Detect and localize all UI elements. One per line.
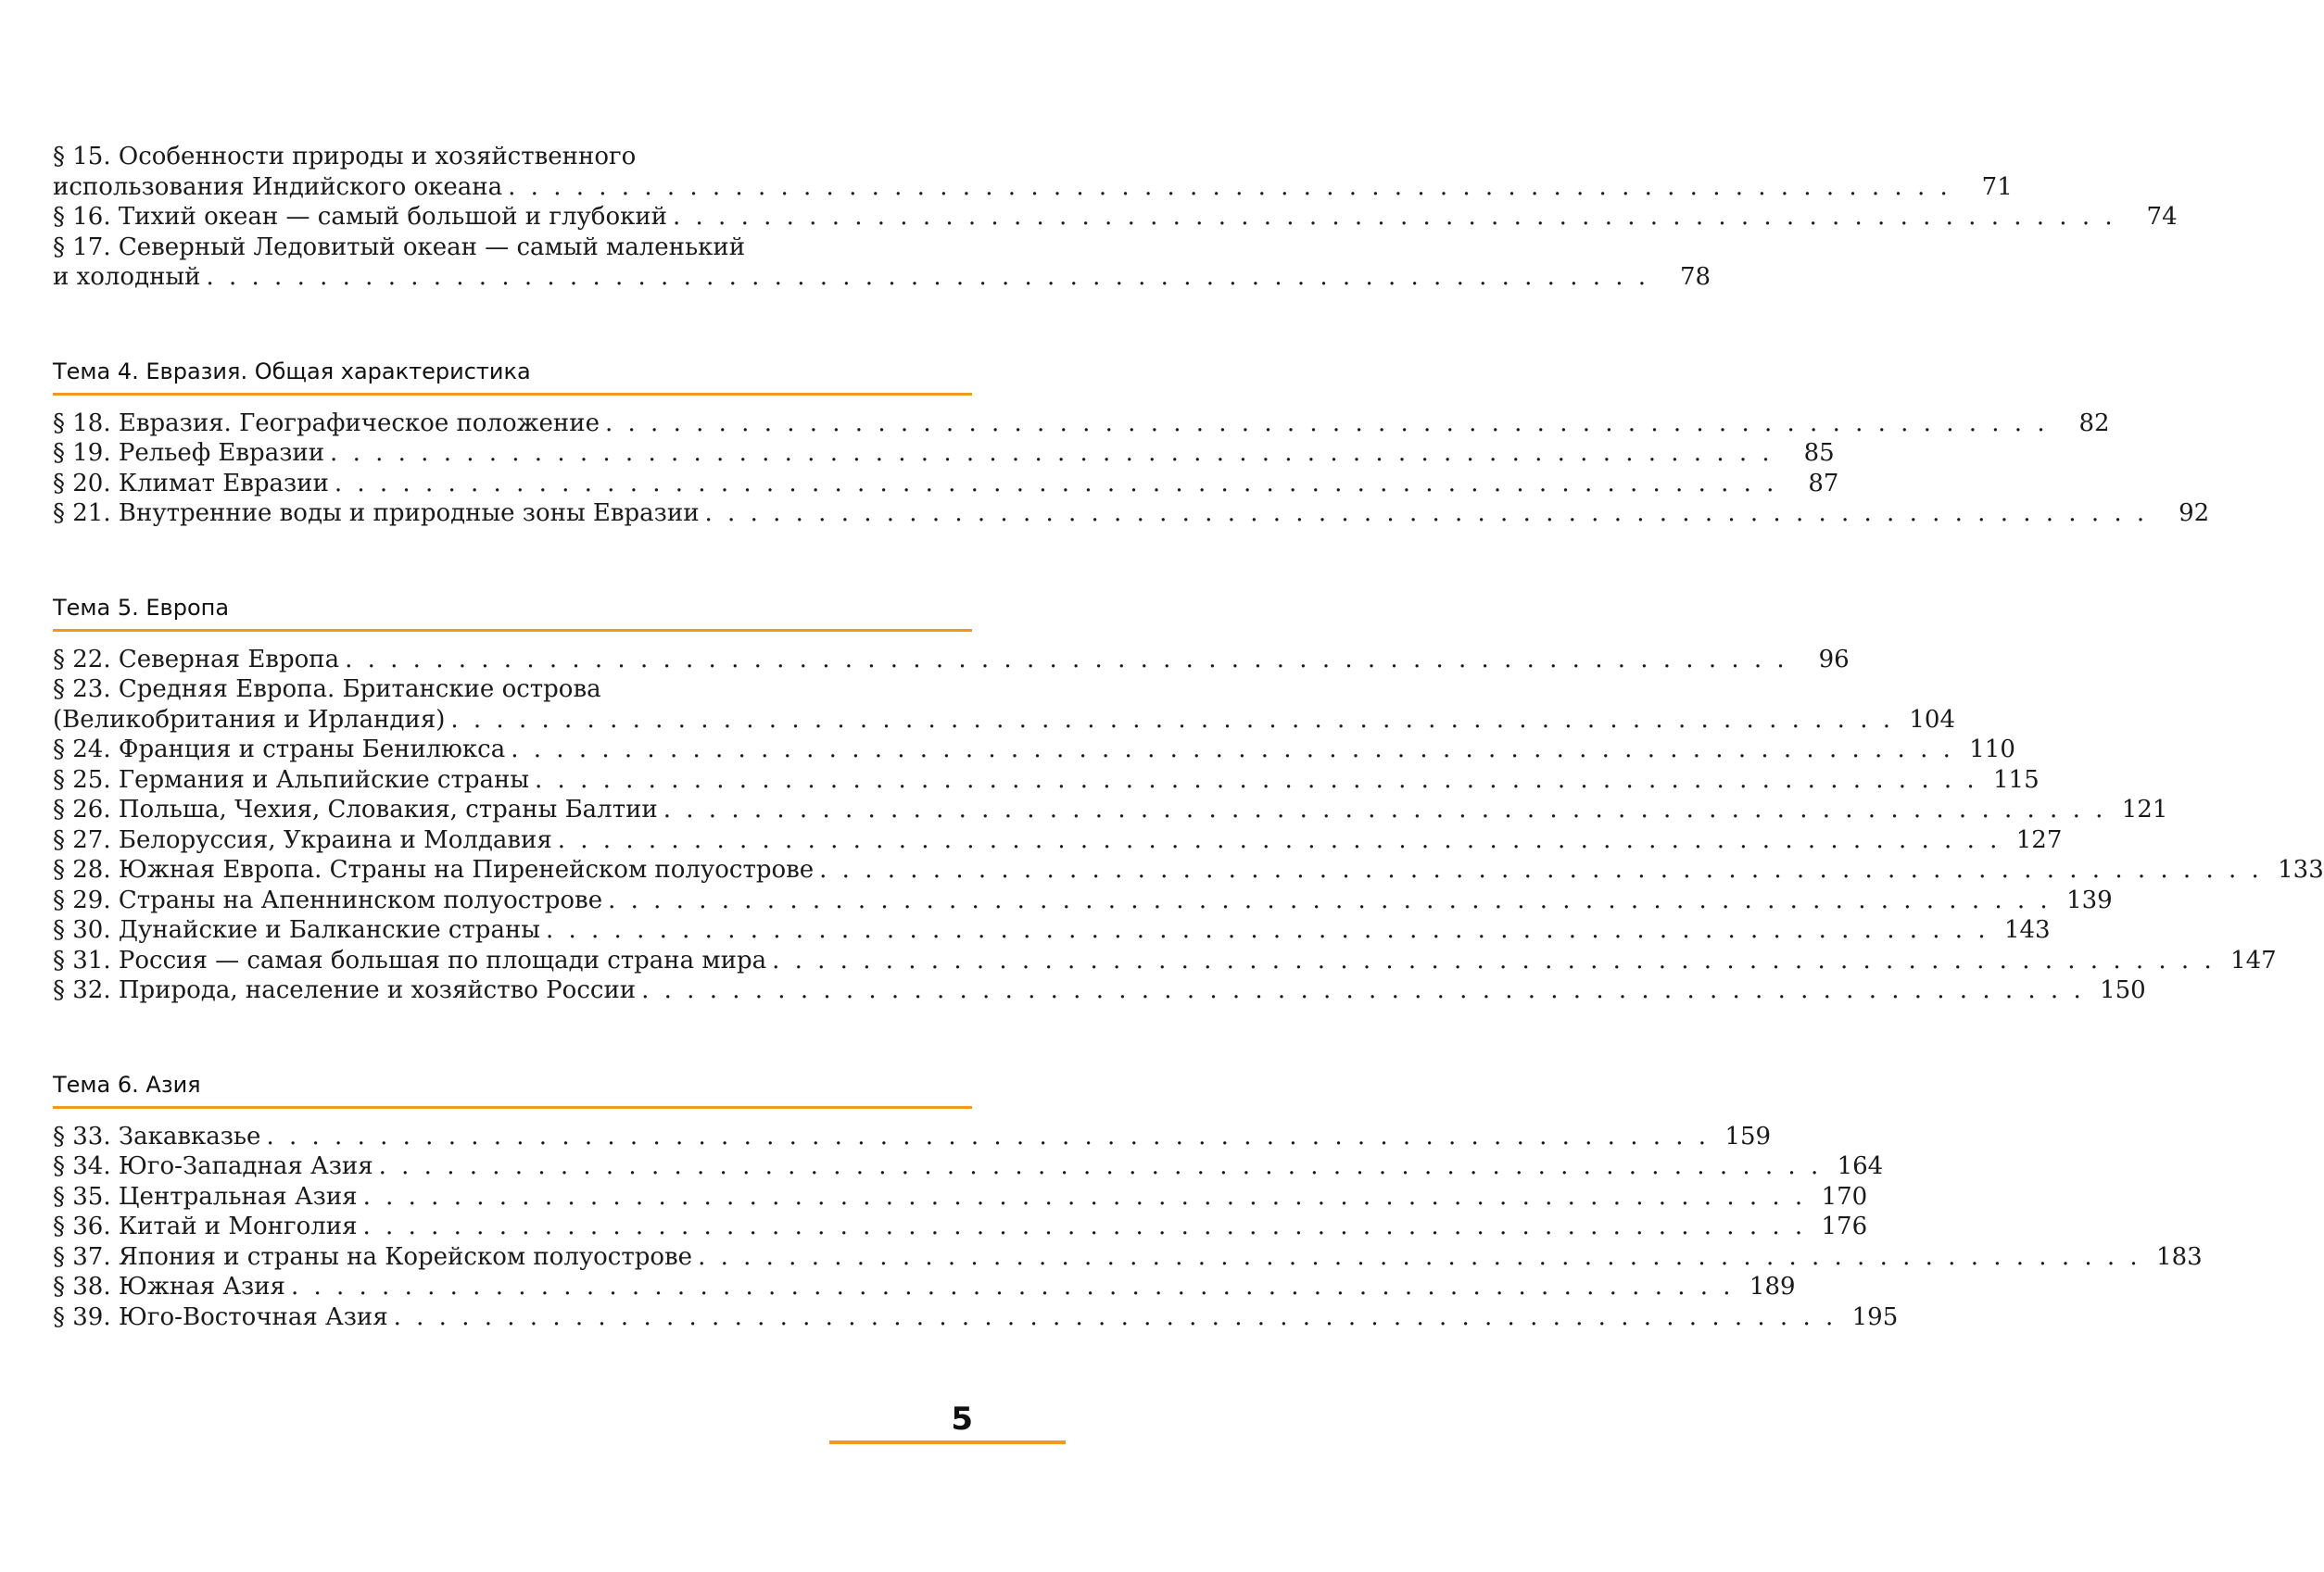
theme-title: Тема 6. Азия: [53, 1071, 201, 1098]
toc-entry-row: [53, 202, 2178, 233]
toc-entry-title: § 28. Южная Европа. Страны на Пиренейском полуострове: [53, 856, 815, 884]
toc-entry: [53, 946, 2277, 976]
dot-leader: . . . . . . . . . . . . . . . . . . . . . . . . . . . . . . . . . . . . . . . . . . . . . . . . . . . . . . . . . . . . . . . .: [330, 439, 1774, 467]
toc-entry-page: 87: [1808, 469, 1839, 497]
toc-entry-title: § 26. Польша, Чехия, Словакия, страны Балтии: [53, 796, 658, 824]
dot-leader: . . . . . . . . . . . . . . . . . . . . . . . . . . . . . . . . . . . . . . . . . . . . . . . . . . . . . . . . . . . . . . . .: [393, 1302, 1838, 1331]
toc-themes: [53, 358, 2324, 1333]
toc-entry: [53, 795, 2168, 825]
toc-entry: [53, 469, 1839, 499]
toc-entry: [53, 886, 2113, 916]
toc-entry-page: 164: [1837, 1152, 1884, 1180]
toc-entry-row: [53, 438, 1835, 469]
dot-leader: . . . . . . . . . . . . . . . . . . . . . . . . . . . . . . . . . . . . . . . . . . . . . . . . . . . . . . . . . . . . . . . .: [557, 825, 2002, 854]
toc-entry-title: § 35. Центральная Азия: [53, 1182, 358, 1211]
toc-entry-title: § 16. Тихий океан — самый большой и глубокий: [53, 203, 667, 231]
dot-leader: . . . . . . . . . . . . . . . . . . . . . . . . . . . . . . . . . . . . . . . . . . . . . . . . . . . . . . . . . . . . . . . .: [450, 705, 1894, 734]
toc-entry-title: § 34. Юго-Западная Азия: [53, 1152, 373, 1180]
toc-entry-title: § 21. Внутренние воды и природные зоны Евразии: [53, 499, 700, 527]
dot-leader: . . . . . . . . . . . . . . . . . . . . . . . . . . . . . . . . . . . . . . . . . . . . . . . . . . . . . . . . . . . . . . . .: [698, 1242, 2141, 1271]
toc-entry-title: § 30. Дунайские и Балканские страны: [53, 916, 540, 944]
dot-leader: . . . . . . . . . . . . . . . . . . . . . . . . . . . . . . . . . . . . . . . . . . . . . . . . . . . . . . . . . . . . . . . .: [535, 765, 1978, 794]
toc-entry: [53, 202, 2178, 233]
toc-entry-title: § 29. Страны на Апеннинском полуострове: [53, 886, 603, 914]
toc-entry-page: 85: [1803, 439, 1835, 467]
toc-entry-row: [53, 1212, 1868, 1242]
toc-entry-title: § 37. Япония и страны на Корейском полуострове: [53, 1242, 693, 1271]
toc-entry-page: 159: [1724, 1122, 1772, 1151]
toc-entry: [53, 975, 2146, 1006]
theme-title: Тема 5. Европа: [53, 594, 230, 621]
toc-entry-row: [53, 1122, 1772, 1152]
toc-entry-row: [53, 705, 1955, 736]
toc-entry-row: [53, 645, 1850, 675]
toc-entry-row: [53, 469, 1839, 499]
toc-entry-row: [53, 855, 2324, 886]
toc-entry-row: [53, 172, 2013, 203]
toc-entry: [53, 1272, 1796, 1302]
toc-entry-row: [53, 262, 1711, 293]
toc-entry-row: [53, 915, 2051, 946]
theme-section: [53, 594, 2324, 1006]
toc-entry-page: 147: [2230, 946, 2277, 975]
toc-entry: [53, 645, 1850, 675]
toc-entry-page: 74: [2146, 203, 2178, 231]
toc-entry-page: 183: [2156, 1242, 2203, 1271]
dot-leader: . . . . . . . . . . . . . . . . . . . . . . . . . . . . . . . . . . . . . . . . . . . . . . . . . . . . . . . . . . . . . . . .: [772, 946, 2216, 975]
toc-entry-row: [53, 765, 2040, 796]
toc-entry-row: [53, 735, 2015, 765]
theme-divider: [53, 393, 972, 396]
toc-entry: [53, 1151, 1884, 1182]
toc-entry-title: § 25. Германия и Альпийские страны: [53, 765, 530, 794]
dot-leader: . . . . . . . . . . . . . . . . . . . . . . . . . . . . . . . . . . . . . . . . . . . . . . . . . . . . . . . . . . . . . . . .: [345, 645, 1788, 673]
toc-entry-row: [53, 975, 2146, 1006]
dot-leader: . . . . . . . . . . . . . . . . . . . . . . . . . . . . . . . . . . . . . . . . . . . . . . . . . . . . . . . . . . . . . . . .: [362, 1213, 1807, 1240]
dot-leader: . . . . . . . . . . . . . . . . . . . . . . . . . . . . . . . . . . . . . . . . . . . . . . . . . . . . . . . . . . . . . . . .: [819, 856, 2263, 884]
toc-entry-title: § 19. Рельеф Евразии: [53, 439, 325, 467]
toc-entry-page: 143: [2003, 916, 2051, 944]
toc-entry-title: § 36. Китай и Монголия: [53, 1213, 358, 1240]
toc-entry-page: 133: [2278, 856, 2324, 884]
toc-entry-title: § 18. Евразия. Географическое положение: [53, 409, 600, 437]
toc-entry-page: 189: [1749, 1273, 1796, 1301]
toc-entry-row: [53, 1272, 1796, 1302]
dot-leader: . . . . . . . . . . . . . . . . . . . . . . . . . . . . . . . . . . . . . . . . . . . . . . . . . . . . . . . . . . . . . . . .: [704, 499, 2149, 527]
toc-entry-page: 71: [1981, 172, 2013, 201]
page-number: 5: [951, 1401, 973, 1438]
theme-divider: [53, 629, 972, 632]
dot-leader: . . . . . . . . . . . . . . . . . . . . . . . . . . . . . . . . . . . . . . . . . . . . . . . . . . . . . . . . . . . . . . . .: [334, 469, 1778, 497]
dot-leader: . . . . . . . . . . . . . . . . . . . . . . . . . . . . . . . . . . . . . . . . . . . . . . . . . . . . . . . . . . . . . . . .: [378, 1152, 1823, 1180]
toc-entry-row: [53, 946, 2277, 976]
toc-entry-title: § 31. Россия — самая большая по площади страна мира: [53, 946, 767, 975]
toc-entry-title: § 38. Южная Азия: [53, 1273, 285, 1301]
toc-entry-title: § 33. Закавказье: [53, 1122, 261, 1151]
toc-entry-row: [53, 825, 2063, 856]
toc-entry-page: 150: [2100, 976, 2146, 1004]
toc-entry-page: 170: [1821, 1182, 1868, 1211]
toc-entry: [53, 498, 2210, 529]
footer-rule: [829, 1440, 1066, 1444]
toc-entry-page: 176: [1821, 1213, 1868, 1240]
toc-entry-row: [53, 886, 2113, 916]
toc-entry-line: § 17. Северный Ледовитый океан — самый маленький: [53, 233, 746, 261]
toc-entry: [53, 674, 1955, 735]
toc-entry-page: 139: [2066, 886, 2113, 914]
toc-entry-title: § 32. Природа, население и хозяйство России: [53, 976, 637, 1004]
toc-entry: [53, 765, 2040, 796]
dot-leader: . . . . . . . . . . . . . . . . . . . . . . . . . . . . . . . . . . . . . . . . . . . . . . . . . . . . . . . . . . . . . . . .: [511, 736, 1954, 763]
toc-entry-page: 104: [1909, 705, 1955, 734]
theme-section: [53, 358, 2210, 529]
toc-entry-line: § 15. Особенности природы и хозяйственного: [53, 143, 637, 170]
toc-entry-page: 92: [2179, 499, 2210, 527]
toc-entry: [53, 915, 2051, 946]
toc-entry-row: [53, 1151, 1884, 1182]
toc-entry: [53, 1182, 1868, 1213]
dot-leader: . . . . . . . . . . . . . . . . . . . . . . . . . . . . . . . . . . . . . . . . . . . . . . . . . . . . . . . . . . . . . . . .: [673, 203, 2116, 231]
toc-entry: [53, 233, 1711, 293]
toc-entry-row: [53, 409, 2110, 439]
toc-entry: [53, 142, 2013, 202]
toc-entry: [53, 825, 2063, 856]
toc-entry: [53, 1242, 2203, 1273]
toc-entry: [53, 855, 2324, 886]
toc-entry: [53, 409, 2110, 439]
toc-entry-title: § 20. Климат Евразии: [53, 469, 329, 497]
toc-entry-title: § 27. Белоруссия, Украина и Молдавия: [53, 825, 552, 854]
toc-entry-title: § 24. Франция и страны Бенилюкса: [53, 736, 506, 763]
dot-leader: . . . . . . . . . . . . . . . . . . . . . . . . . . . . . . . . . . . . . . . . . . . . . . . . . . . . . . . . . . . . . . . .: [608, 886, 2052, 914]
toc-entry-page: 127: [2015, 825, 2063, 854]
toc-entry-page: 115: [1993, 765, 2040, 794]
toc-entry-title: (Великобритания и Ирландия): [53, 705, 446, 734]
toc-entry-row: [53, 1302, 1899, 1333]
toc-entry-page: 82: [2078, 409, 2110, 437]
toc-entry-title: использования Индийского океана: [53, 172, 503, 201]
table-of-contents: [53, 142, 2324, 1332]
dot-leader: . . . . . . . . . . . . . . . . . . . . . . . . . . . . . . . . . . . . . . . . . . . . . . . . . . . . . . . . . . . . . . . .: [362, 1182, 1807, 1211]
toc-entry: [53, 1212, 1868, 1242]
toc-intro-section: [53, 142, 2178, 293]
toc-entry-page: 96: [1818, 645, 1850, 673]
dot-leader: . . . . . . . . . . . . . . . . . . . . . . . . . . . . . . . . . . . . . . . . . . . . . . . . . . . . . . . . . . . . . . . .: [266, 1122, 1711, 1151]
theme-title: Тема 4. Евразия. Общая характеристика: [53, 358, 531, 384]
dot-leader: . . . . . . . . . . . . . . . . . . . . . . . . . . . . . . . . . . . . . . . . . . . . . . . . . . . . . . . . . . . . . . . .: [545, 916, 1989, 944]
dot-leader: . . . . . . . . . . . . . . . . . . . . . . . . . . . . . . . . . . . . . . . . . . . . . . . . . . . . . . . . . . . . . . . .: [663, 796, 2107, 824]
toc-entry-line: § 23. Средняя Европа. Британские острова: [53, 675, 601, 703]
theme-section: [53, 1071, 2203, 1333]
toc-entry-row: [53, 1242, 2203, 1273]
toc-entry-page: 121: [2121, 796, 2168, 824]
toc-entry-page: 195: [1851, 1302, 1899, 1331]
theme-divider: [53, 1106, 972, 1109]
toc-entry-title: § 22. Северная Европа: [53, 645, 340, 673]
toc-entry-title: § 39. Юго-Восточная Азия: [53, 1302, 388, 1331]
toc-entry-title: и холодный: [53, 263, 201, 291]
toc-entry: [53, 438, 1835, 469]
dot-leader: . . . . . . . . . . . . . . . . . . . . . . . . . . . . . . . . . . . . . . . . . . . . . . . . . . . . . . . . . . . . . . . .: [641, 976, 2085, 1004]
dot-leader: . . . . . . . . . . . . . . . . . . . . . . . . . . . . . . . . . . . . . . . . . . . . . . . . . . . . . . . . . . . . . . . .: [508, 172, 1951, 201]
dot-leader: . . . . . . . . . . . . . . . . . . . . . . . . . . . . . . . . . . . . . . . . . . . . . . . . . . . . . . . . . . . . . . . .: [206, 263, 1650, 291]
toc-entry-row: [53, 795, 2168, 825]
toc-entry-page: 78: [1679, 263, 1711, 291]
dot-leader: . . . . . . . . . . . . . . . . . . . . . . . . . . . . . . . . . . . . . . . . . . . . . . . . . . . . . . . . . . . . . . . .: [290, 1273, 1735, 1301]
toc-entry: [53, 735, 2015, 765]
toc-entry-row: [53, 498, 2210, 529]
toc-entry: [53, 1302, 1899, 1333]
toc-entry-row: [53, 1182, 1868, 1213]
toc-entry-page: 110: [1969, 736, 2015, 763]
dot-leader: . . . . . . . . . . . . . . . . . . . . . . . . . . . . . . . . . . . . . . . . . . . . . . . . . . . . . . . . . . . . . . . .: [604, 409, 2049, 437]
toc-entry: [53, 1122, 1772, 1152]
